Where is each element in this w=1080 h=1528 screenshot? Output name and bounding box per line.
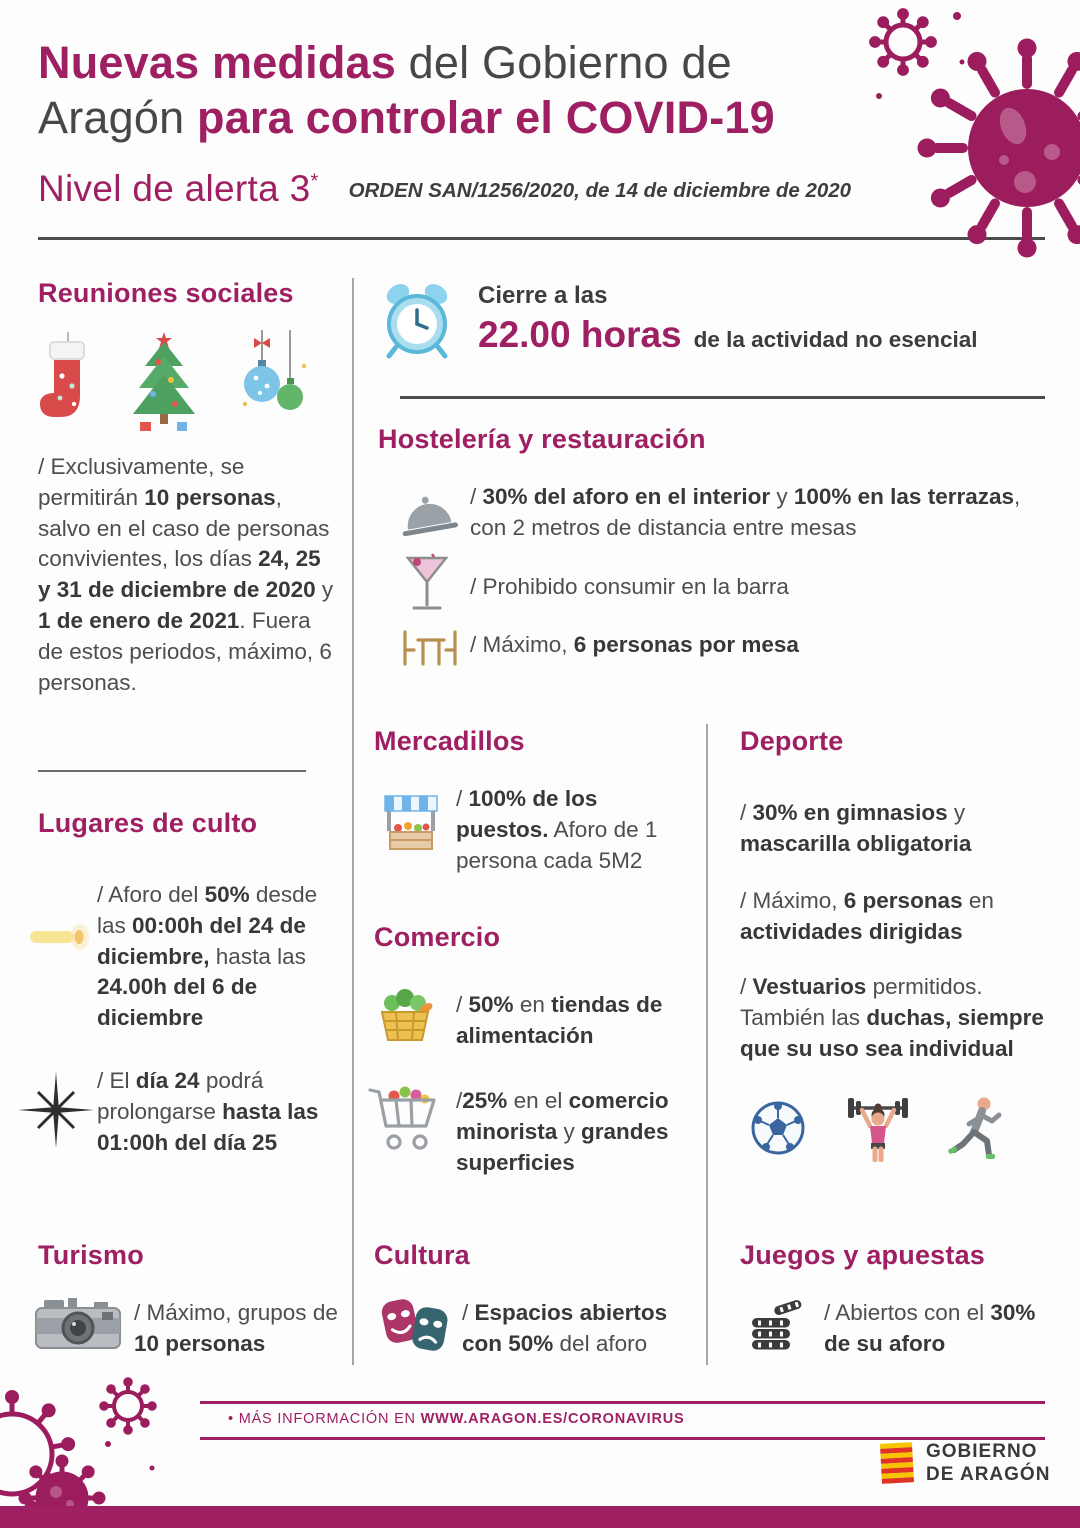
- christmas-icons-row: [38, 330, 314, 432]
- aragon-flag-icon: [878, 1441, 916, 1487]
- market-stall-icon: [382, 792, 440, 854]
- hosteleria-item-aforo: / 30% del aforo en el interior y 100% en las terrazas, con 2 metros de distancia entre mesas: [470, 484, 1021, 540]
- alarm-clock-icon: [376, 280, 458, 362]
- comercio-text-alimentacion: / 50% en tiendas de alimentación: [456, 992, 663, 1048]
- vertical-divider-1: [352, 278, 354, 1365]
- grocery-basket-icon: [374, 986, 436, 1046]
- deporte-text-gimnasios: / 30% en gimnasios y mascarilla obligatoria: [740, 800, 972, 856]
- comercio-title: Comercio: [374, 922, 501, 952]
- cierre-time: 22.00 horas: [478, 314, 682, 355]
- alert-asterisk: *: [310, 170, 319, 193]
- star-icon: [18, 1072, 94, 1148]
- cocktail-icon: [404, 552, 450, 616]
- theater-masks-icon: [378, 1292, 452, 1358]
- juegos-title: Juegos y apuestas: [740, 1240, 986, 1270]
- footer-divider-top: [200, 1401, 1045, 1404]
- deporte-text-actividades: / Máximo, 6 personas en actividades dirigidas: [740, 888, 994, 944]
- weightlifter-icon: [842, 1092, 914, 1162]
- hosteleria-title: Hostelería y restauración: [378, 424, 706, 454]
- cierre-post-text: de la actividad no esencial: [693, 327, 978, 352]
- page-title: [38, 36, 898, 146]
- order-reference: ORDEN SAN/1256/2020, de 14 de diciembre de 2020: [348, 179, 852, 202]
- soccer-ball-icon: [750, 1100, 806, 1156]
- alert-level: Nivel de alerta 3*: [38, 168, 319, 209]
- christmas-tree-icon: [120, 330, 208, 432]
- cierre-line2: [478, 314, 1053, 356]
- cultura-text: / Espacios abiertos con 50% del aforo: [462, 1300, 668, 1356]
- alert-row: [38, 168, 851, 210]
- juegos-text: / Abiertos con el 30% de su aforo: [824, 1300, 1036, 1356]
- comercio-text-minorista: /25% en el comercio minorista y grandes superficies: [456, 1088, 669, 1175]
- left-column-divider: [38, 770, 306, 772]
- gobierno-aragon-logo: [878, 1441, 1050, 1487]
- logo-line1: GOBIERNO: [926, 1441, 1038, 1463]
- footer-info: • MÁS INFORMACIÓN EN WWW.ARAGON.ES/CORONAVIRUS: [228, 1411, 685, 1427]
- vertical-divider-2: [706, 724, 708, 1365]
- christmas-ornaments-icon: [232, 330, 314, 432]
- deporte-text-vestuarios: / Vestuarios permitidos. También las duchas, siempre que su uso sea individual: [740, 974, 1044, 1061]
- serving-dish-icon: [398, 492, 458, 538]
- camera-icon: [34, 1294, 122, 1352]
- bottom-accent-bar: [0, 1506, 1080, 1528]
- shopping-cart-icon: [366, 1082, 442, 1156]
- mercadillos-text: / 100% de los puestos. Aforo de 1 persona cada 5M2: [456, 786, 658, 873]
- runner-icon: [946, 1094, 1004, 1164]
- cierre-divider: [400, 396, 1045, 399]
- reuniones-text: / Exclusivamente, se permitirán 10 personas, salvo en el caso de personas convivientes, los días 24, 25 y 31 de diciembre de 2020 y 1 de enero de 2021. Fuera de estos periodos, máximo, 6 personas.: [38, 454, 334, 695]
- footer-divider-bottom: [200, 1437, 1045, 1440]
- page-title-line1: Nuevas medidas del Gobierno de: [38, 37, 732, 88]
- logo-text: [926, 1441, 1050, 1487]
- lugares-title: Lugares de culto: [38, 808, 258, 838]
- turismo-text: / Máximo, grupos de 10 personas: [134, 1300, 338, 1356]
- christmas-stocking-icon: [38, 332, 96, 432]
- lugares-item-aforo: / Aforo del 50% desde las 00:00h del 24 de diciembre, hasta las 24.00h del 6 de diciembre: [97, 882, 318, 1031]
- page-title-line2: Aragón para controlar el COVID-19: [38, 91, 775, 143]
- turismo-title: Turismo: [38, 1240, 144, 1270]
- poker-chips-icon: [744, 1292, 806, 1352]
- cierre-pre-text: Cierre a las: [478, 282, 608, 309]
- lugares-item-dia24: / El día 24 podrá prolongarse hasta las 01:00h del día 25: [97, 1068, 319, 1155]
- hosteleria-item-mesa: / Máximo, 6 personas por mesa: [470, 632, 799, 657]
- virus-icon: [865, 0, 1080, 285]
- cultura-title: Cultura: [374, 1240, 470, 1270]
- candle-icon: [28, 916, 92, 958]
- hosteleria-item-barra: / Prohibido consumir en la barra: [470, 574, 789, 599]
- logo-line2: DE ARAGÓN: [926, 1464, 1051, 1485]
- reuniones-title: Reuniones sociales: [38, 278, 294, 308]
- cierre-block: [478, 282, 1053, 356]
- table-chairs-icon: [398, 626, 462, 668]
- mercadillos-title: Mercadillos: [374, 726, 525, 756]
- deporte-title: Deporte: [740, 726, 844, 756]
